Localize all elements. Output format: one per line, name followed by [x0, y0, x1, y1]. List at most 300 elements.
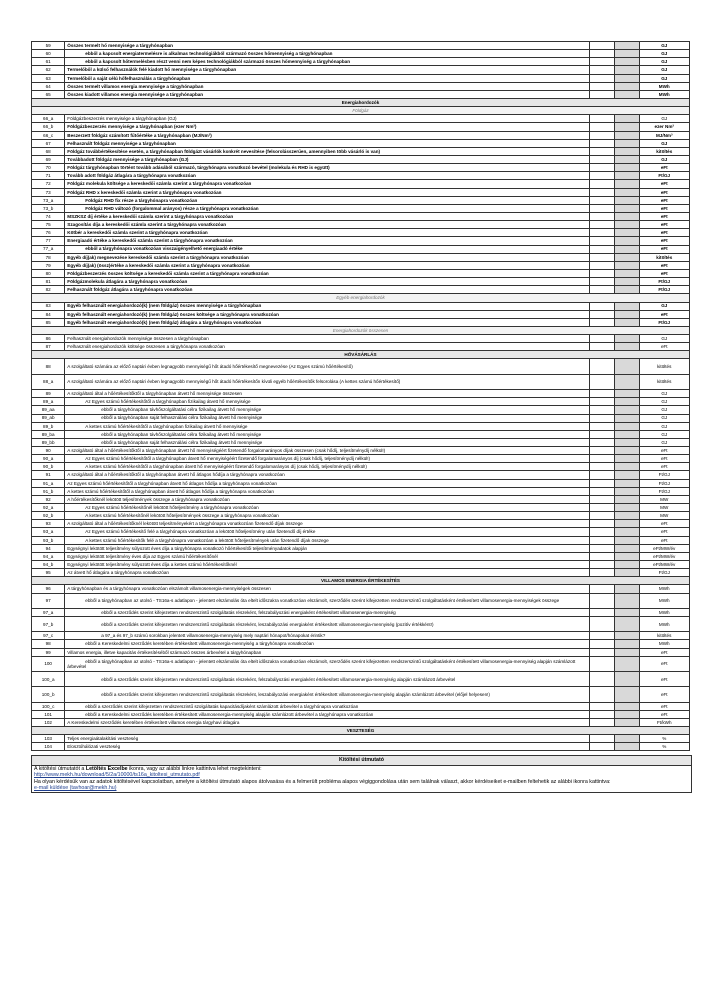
section-title: Energiahordozók — [32, 98, 690, 106]
value-cell[interactable] — [590, 608, 615, 616]
row-unit — [639, 398, 689, 406]
row-unit-text: eFt — [660, 456, 668, 462]
value-cell[interactable] — [590, 463, 615, 471]
row-description-text: Földgáz RHD fix része a tárgyhónapra vonatkozóan — [85, 197, 198, 203]
row-unit — [639, 406, 689, 414]
value-cell[interactable] — [590, 131, 615, 139]
row-description-text: ebből a szerződés szerint kifejezetten rendszerszintű szolgáltatás részeként, felszabályozási energiaként értékesített villamosenergia-mennyiség — [101, 609, 396, 615]
locked-cell — [615, 115, 639, 123]
row-code — [32, 286, 65, 294]
table-row — [32, 374, 690, 389]
data-table — [31, 41, 690, 751]
row-description-text: ebből a tárgyhónapban saját felhasználási célra fizikailag átvett hő mennyisége — [101, 415, 263, 421]
row-unit-text: eFt/MW/év — [653, 545, 676, 551]
row-code — [32, 504, 65, 512]
row-code-text: 97_c — [43, 633, 54, 639]
value-cell[interactable] — [590, 447, 615, 455]
row-description-text: Egyéb felhasznált energiahordozó(k) (nem földgáz) összes mennyisége a tárgyhónapban — [67, 303, 262, 309]
value-cell[interactable] — [590, 42, 615, 50]
locked-cell — [615, 50, 639, 58]
row-unit — [639, 608, 689, 616]
row-unit-text: Ft/GJ — [658, 279, 671, 285]
value-cell[interactable] — [590, 495, 615, 503]
row-code — [32, 520, 65, 528]
section-title: VILLAMOS ENERGIA ÉRTÉKESÍTÉS — [32, 577, 690, 585]
value-cell[interactable] — [590, 406, 615, 414]
value-cell[interactable] — [590, 261, 615, 269]
value-cell[interactable] — [590, 422, 615, 430]
table-row — [32, 196, 690, 204]
table-row — [32, 204, 690, 212]
row-description-text: A kettes számú hőértékesítők felé a tárgyhónapra vonatkozóan a lekötött hőteljesítmények után fizetendő díjak összege — [85, 537, 329, 543]
row-description-text: Földgázmolekula átlagára a tárgyhónapra vonatkozóan — [67, 279, 188, 285]
value-cell[interactable] — [590, 640, 615, 648]
value-cell[interactable] — [590, 438, 615, 446]
row-code — [32, 131, 65, 139]
row-description — [65, 66, 590, 74]
row-code-text: 73_b — [43, 205, 54, 211]
row-description-text: Teljes energiaátalakítási veszteség — [67, 736, 139, 742]
value-cell[interactable] — [590, 269, 615, 277]
locked-cell — [615, 310, 639, 318]
email-link[interactable]: e-mail küldése (tavhoar@mekh.hu) — [34, 785, 117, 792]
guide-email-row — [32, 785, 691, 791]
row-description — [65, 561, 590, 569]
row-code — [32, 648, 65, 656]
locked-cell — [615, 229, 639, 237]
value-cell[interactable] — [590, 430, 615, 438]
value-cell[interactable] — [590, 188, 615, 196]
row-unit-text: MWh — [658, 609, 670, 615]
value-cell[interactable] — [590, 343, 615, 351]
row-unit-text: eFt — [660, 238, 668, 244]
value-cell[interactable] — [590, 90, 615, 98]
locked-cell — [615, 42, 639, 50]
table-row — [32, 743, 690, 751]
locked-cell — [615, 318, 639, 326]
row-code-text: 89_ab — [41, 415, 55, 421]
row-description — [65, 414, 590, 422]
row-code — [32, 447, 65, 455]
value-cell[interactable] — [590, 302, 615, 310]
table-row — [32, 221, 690, 229]
row-unit — [639, 58, 689, 66]
value-cell[interactable] — [590, 617, 615, 632]
row-description-text: Felhasznált földgáz átlagára a tárgyhónapra vonatkozóan — [67, 287, 193, 293]
locked-cell — [615, 398, 639, 406]
row-unit-text: Ft/GJ — [658, 488, 670, 494]
row-description-text: A szolgáltató által a hőértékesítőktől a tárgyhónapban átvett hő átlagos hődíja a tárgyhónapra vonatkozóan — [67, 472, 285, 478]
row-unit-text: MW — [660, 505, 669, 511]
value-cell[interactable] — [590, 172, 615, 180]
value-cell[interactable] — [590, 335, 615, 343]
row-unit-text: MWh — [658, 83, 670, 89]
row-description — [65, 585, 590, 593]
table-row — [32, 131, 690, 139]
value-cell[interactable] — [590, 180, 615, 188]
locked-cell — [615, 139, 639, 147]
locked-cell — [615, 188, 639, 196]
row-code — [32, 569, 65, 577]
row-description-text: Felhasznált földgáz mennyisége a tárgyhónapban — [67, 140, 176, 146]
value-cell[interactable] — [590, 569, 615, 577]
table-row — [32, 414, 690, 422]
table-row — [32, 593, 690, 608]
row-code-text: 66_c — [43, 132, 54, 138]
value-cell[interactable] — [590, 585, 615, 593]
value-cell[interactable] — [590, 278, 615, 286]
row-unit — [639, 237, 689, 245]
value-cell[interactable] — [590, 520, 615, 528]
row-code-text: 60 — [45, 51, 51, 57]
table-row — [32, 632, 690, 640]
row-code-text: 100_a — [41, 676, 55, 682]
table-row — [32, 42, 690, 50]
locked-cell — [615, 710, 639, 718]
locked-cell — [615, 82, 639, 90]
value-cell[interactable] — [590, 318, 615, 326]
row-description-text: Felhasznált energiahordozók mennyisége összesen a tárgyhónapban — [67, 336, 209, 342]
row-code — [32, 50, 65, 58]
table-row — [32, 552, 690, 560]
row-description — [65, 495, 590, 503]
value-cell[interactable] — [590, 528, 615, 536]
row-code-text: 63 — [45, 75, 51, 81]
value-cell[interactable] — [590, 593, 615, 608]
row-code — [32, 406, 65, 414]
locked-cell — [615, 735, 639, 743]
row-description-text: ebből a kapcsolt hőtermelésben részt venni nem képes technológiákból származó összes hőmennyiség a tárgyhónapban — [85, 59, 351, 65]
value-cell[interactable] — [590, 196, 615, 204]
row-description-text: Földgáz tárgyhónapban történt tovább adásából származó, tárgyhónapra vonatkozó bevétel (molekula és RHD is együtt) — [67, 165, 330, 171]
value-cell[interactable] — [590, 164, 615, 172]
row-description — [65, 164, 590, 172]
locked-cell — [615, 66, 639, 74]
value-cell[interactable] — [590, 743, 615, 751]
section-title: HŐVÁSÁRLÁS — [32, 351, 690, 359]
row-unit — [639, 702, 689, 710]
row-description-text: A szolgáltató számára az előző naptári évben legnagyobb mennyiségű hőt átadó hőértékesítőn kívüli egyéb hőértékesítők felsorolása (A kettes számú hőértékesítő) — [67, 379, 401, 385]
row-code-text: 91_a — [43, 480, 54, 486]
row-unit-text: eFt — [660, 691, 668, 697]
row-code-text: 93_a — [43, 529, 54, 535]
subsection-header-row — [32, 326, 690, 334]
value-cell[interactable] — [590, 310, 615, 318]
row-description-text: Az átvett hő átlagára a tárgyhónapra vonatkozóan — [67, 570, 169, 576]
row-code-text: 88 — [45, 364, 51, 370]
row-description — [65, 471, 590, 479]
locked-cell — [615, 343, 639, 351]
row-description — [65, 131, 590, 139]
row-unit-text: eFt — [660, 676, 668, 682]
guide-pdf-link[interactable]: http://www.mekh.hu/download/5/2a/10000/ts16a_kitoltesi_utmutato.pdf — [34, 772, 200, 779]
row-unit — [639, 569, 689, 577]
row-description — [65, 237, 590, 245]
value-cell[interactable] — [590, 398, 615, 406]
row-description — [65, 58, 590, 66]
row-description-text: Földgáz továbbértékesítése esetén, a tárgyhónapban földgázt vásárlók konkrét nevesítése (felsorolásszerűen, amennyiben több vásárló is van) — [67, 148, 381, 154]
row-unit-text: eFt — [660, 661, 668, 667]
row-unit — [639, 261, 689, 269]
row-description-text: Egyéb díj(ak) megnevezése kereskedői számla szerint a tárgyhónapra vonatkozóan — [67, 254, 249, 260]
row-description — [65, 123, 590, 131]
row-unit-text: MWh — [658, 621, 670, 627]
row-code — [32, 495, 65, 503]
row-description-text: Beszerzett földgáz számított fűtőértéke a tárgyhónapban (MJ/Nm³) — [67, 132, 212, 138]
row-description-text: Földgázbeszerzés mennyisége a tárgyhónapban (ezer Nm³) — [67, 124, 197, 130]
value-cell[interactable] — [590, 552, 615, 560]
row-description — [65, 221, 590, 229]
row-code-text: 90_a — [43, 456, 54, 462]
row-description-text: Kötbér a kereskedői számla szerint a tárgyhónapra vonatkozóan — [67, 230, 208, 236]
locked-cell — [615, 172, 639, 180]
row-description-text: Az Egyes számú hőértékesítőtől a tárgyhónapban fizikailag átvett hő mennyisége — [85, 399, 251, 405]
row-unit-text: eFt — [660, 181, 668, 187]
value-cell[interactable] — [590, 139, 615, 147]
row-unit-text: eFt — [660, 165, 668, 171]
value-cell[interactable] — [590, 66, 615, 74]
row-unit-text: Ft/GJ — [658, 173, 671, 179]
row-unit-text: eFt — [660, 649, 668, 655]
row-code — [32, 710, 65, 718]
value-cell[interactable] — [590, 221, 615, 229]
row-description — [65, 90, 590, 98]
value-cell[interactable] — [590, 735, 615, 743]
table-row — [32, 180, 690, 188]
locked-cell — [615, 479, 639, 487]
value-cell[interactable] — [590, 253, 615, 261]
row-code-text: 87 — [45, 344, 51, 350]
row-unit-text: GJ — [661, 156, 668, 162]
row-description — [65, 487, 590, 495]
row-unit-text: eFt — [660, 222, 668, 228]
row-code-text: 74 — [45, 213, 51, 219]
row-unit — [639, 512, 689, 520]
row-code — [32, 617, 65, 632]
value-cell[interactable] — [590, 702, 615, 710]
value-cell[interactable] — [590, 82, 615, 90]
value-cell[interactable] — [590, 687, 615, 702]
value-cell[interactable] — [590, 237, 615, 245]
value-cell[interactable] — [590, 204, 615, 212]
row-code-text: 91_b — [43, 488, 54, 494]
value-cell[interactable] — [590, 561, 615, 569]
row-unit-text: MWh — [658, 598, 670, 604]
locked-cell — [615, 471, 639, 479]
table-row — [32, 702, 690, 710]
row-code-text: 93 — [45, 521, 51, 527]
row-code-text: 69 — [45, 156, 51, 162]
locked-cell — [615, 204, 639, 212]
value-cell[interactable] — [590, 229, 615, 237]
row-description — [65, 438, 590, 446]
table-row — [32, 318, 690, 326]
value-cell[interactable] — [590, 74, 615, 82]
value-cell[interactable] — [590, 718, 615, 726]
row-description-text: ebből a tárgyhónapban távhőszolgáltatási célra fizikailag átvett hő mennyisége — [101, 407, 262, 413]
row-unit — [639, 520, 689, 528]
value-cell[interactable] — [590, 123, 615, 131]
value-cell[interactable] — [590, 487, 615, 495]
row-unit-text: eFt/MW/év — [653, 562, 676, 567]
row-code — [32, 139, 65, 147]
row-code-text: 77_a — [43, 246, 54, 252]
value-cell[interactable] — [590, 672, 615, 687]
value-cell[interactable] — [590, 536, 615, 544]
table-row — [32, 479, 690, 487]
row-unit-text: MWh — [658, 641, 670, 647]
row-description-text: A kettes számú hőértékesítőtől a tárgyhónapban átvett hő átlagos hődíja a tárgyhónapra vonatkozóan — [67, 488, 274, 494]
row-description-text: Egységnyi lekötött teljesítmény éves díja az Egyes számú hőértékesítőnél — [67, 553, 218, 559]
value-cell[interactable] — [590, 512, 615, 520]
row-description-text: Egyéb díj(ak) (össz)értéke a kereskedői számla szerint a tárgyhónapra vonatkozóan — [67, 262, 250, 268]
row-code — [32, 164, 65, 172]
row-unit-text: Ft/kWh — [656, 719, 672, 725]
value-cell[interactable] — [590, 58, 615, 66]
row-unit-text: Ft/GJ — [658, 319, 671, 325]
row-description — [65, 269, 590, 277]
row-unit-text: GJ — [661, 75, 668, 81]
row-code-text: 82 — [45, 287, 51, 293]
row-unit-text: GJ — [661, 423, 668, 429]
row-unit — [639, 710, 689, 718]
row-code-text: 90_b — [43, 464, 54, 470]
value-cell[interactable] — [590, 632, 615, 640]
subsection-title: Energiahordozók összesen — [32, 326, 690, 334]
row-description — [65, 261, 590, 269]
locked-cell — [615, 237, 639, 245]
table-row — [32, 487, 690, 495]
row-code — [32, 188, 65, 196]
row-code-text: 62 — [45, 67, 51, 73]
row-description-text: Egységnyi lekötött teljesítmény súlyozott éves díja a tárgyhónapra vonatkozó hőértékesítői teljesítményadatok alapján — [67, 545, 308, 551]
row-unit — [639, 656, 689, 671]
row-unit — [639, 335, 689, 343]
row-description — [65, 253, 590, 261]
value-cell[interactable] — [590, 286, 615, 294]
row-unit — [639, 455, 689, 463]
row-description — [65, 115, 590, 123]
row-description — [65, 286, 590, 294]
row-unit-text: ezer Nm³ — [654, 124, 674, 130]
row-unit-text: GJ — [661, 116, 668, 122]
value-cell[interactable] — [590, 212, 615, 220]
row-description-text: Az Egyes számú hőértékesítőtől a tárgyhónapban átvett hő átlagos hődíja a tárgyhónapra vonatkozóan — [67, 480, 277, 486]
row-unit-text: kitöltés — [657, 379, 672, 385]
row-unit-text: MW — [660, 496, 669, 502]
value-cell[interactable] — [590, 155, 615, 163]
locked-cell — [615, 359, 639, 374]
row-code-text: 68 — [45, 148, 51, 154]
row-code-text: 100 — [44, 661, 52, 667]
value-cell[interactable] — [590, 471, 615, 479]
row-code-text: 61 — [45, 59, 51, 65]
locked-cell — [615, 593, 639, 608]
row-description — [65, 82, 590, 90]
row-description — [65, 632, 590, 640]
row-unit — [639, 504, 689, 512]
row-unit — [639, 438, 689, 446]
row-code-text: 66_a — [43, 116, 54, 122]
value-cell[interactable] — [590, 50, 615, 58]
row-description — [65, 528, 590, 536]
locked-cell — [615, 718, 639, 726]
locked-cell — [615, 155, 639, 163]
locked-cell — [615, 487, 639, 495]
section-header-row — [32, 98, 690, 106]
value-cell[interactable] — [590, 359, 615, 374]
row-unit-text: eFt — [660, 197, 668, 203]
table-row — [32, 302, 690, 310]
guide-title: Kitöltési útmutató — [32, 756, 691, 765]
row-unit — [639, 585, 689, 593]
row-unit — [639, 50, 689, 58]
value-cell[interactable] — [590, 479, 615, 487]
section-title: VESZTESÉG — [32, 727, 690, 735]
row-description — [65, 318, 590, 326]
row-unit — [639, 374, 689, 389]
locked-cell — [615, 455, 639, 463]
locked-cell — [615, 585, 639, 593]
row-description-text: A szolgáltató által a hőértékesítőktől a tárgyhónapban átvett hő mennyisége összesen — [67, 391, 242, 397]
table-row — [32, 430, 690, 438]
row-description-text: Földgázbeszerzés összes költsége a kereskedői számla szerint a tárgyhónapra vonatkozóan — [67, 270, 269, 276]
guide-box — [31, 755, 692, 792]
row-code-text: 73 — [45, 189, 51, 195]
table-row — [32, 520, 690, 528]
row-code-text: 98 — [45, 641, 51, 647]
guide-intro-text: A kitöltési útmutatót a — [34, 765, 86, 772]
value-cell[interactable] — [590, 455, 615, 463]
locked-cell — [615, 302, 639, 310]
row-code — [32, 196, 65, 204]
row-description-text: A tárgyhónapban és a tárgyhónapra vonatkozóan elszámolt villamosenergia-mennyiségek összesen — [67, 586, 271, 592]
row-unit-text: eFt — [660, 270, 668, 276]
table-row — [32, 50, 690, 58]
row-description — [65, 735, 590, 743]
row-unit-text: % — [662, 736, 667, 742]
value-cell[interactable] — [590, 147, 615, 155]
row-description-text: Földgáz RHD változó (forgalommal arányos) része a tárgyhónapra vonatkozóan — [85, 205, 259, 211]
value-cell[interactable] — [590, 245, 615, 253]
row-description — [65, 544, 590, 552]
value-cell[interactable] — [590, 504, 615, 512]
row-description-text: Felhasznált energiahordozók költsége összesen a tárgyhónapra vonatkozóan — [67, 344, 225, 350]
value-cell[interactable] — [590, 374, 615, 389]
value-cell[interactable] — [590, 648, 615, 656]
value-cell[interactable] — [590, 544, 615, 552]
value-cell[interactable] — [590, 390, 615, 398]
row-unit-text: kitöltés — [656, 254, 673, 260]
table-row — [32, 617, 690, 632]
row-description-text: ebből a szerződés szerint kifejezetten rendszerszintű szolgáltatás részeként, leszabályozási energiaként értékesített villamosenergia-mennyiség alapján számlázott árbevétel (előjel helyesen!) — [101, 691, 490, 697]
value-cell[interactable] — [590, 115, 615, 123]
locked-cell — [615, 422, 639, 430]
row-description-text: ebből a szerződés szerint kifejezetten rendszerszintű szolgáltatás kapacitásdíjaként számlázott árbevétel a tárgyhónapra vonatkozóan — [85, 703, 359, 709]
row-code — [32, 438, 65, 446]
row-unit — [639, 123, 689, 131]
value-cell[interactable] — [590, 414, 615, 422]
row-unit-text: GJ — [661, 140, 668, 146]
table-row — [32, 536, 690, 544]
table-row — [32, 123, 690, 131]
table-row — [32, 237, 690, 245]
value-cell[interactable] — [590, 710, 615, 718]
row-unit — [639, 422, 689, 430]
row-unit-text: GJ — [661, 336, 668, 342]
value-cell[interactable] — [590, 656, 615, 671]
row-description — [65, 463, 590, 471]
